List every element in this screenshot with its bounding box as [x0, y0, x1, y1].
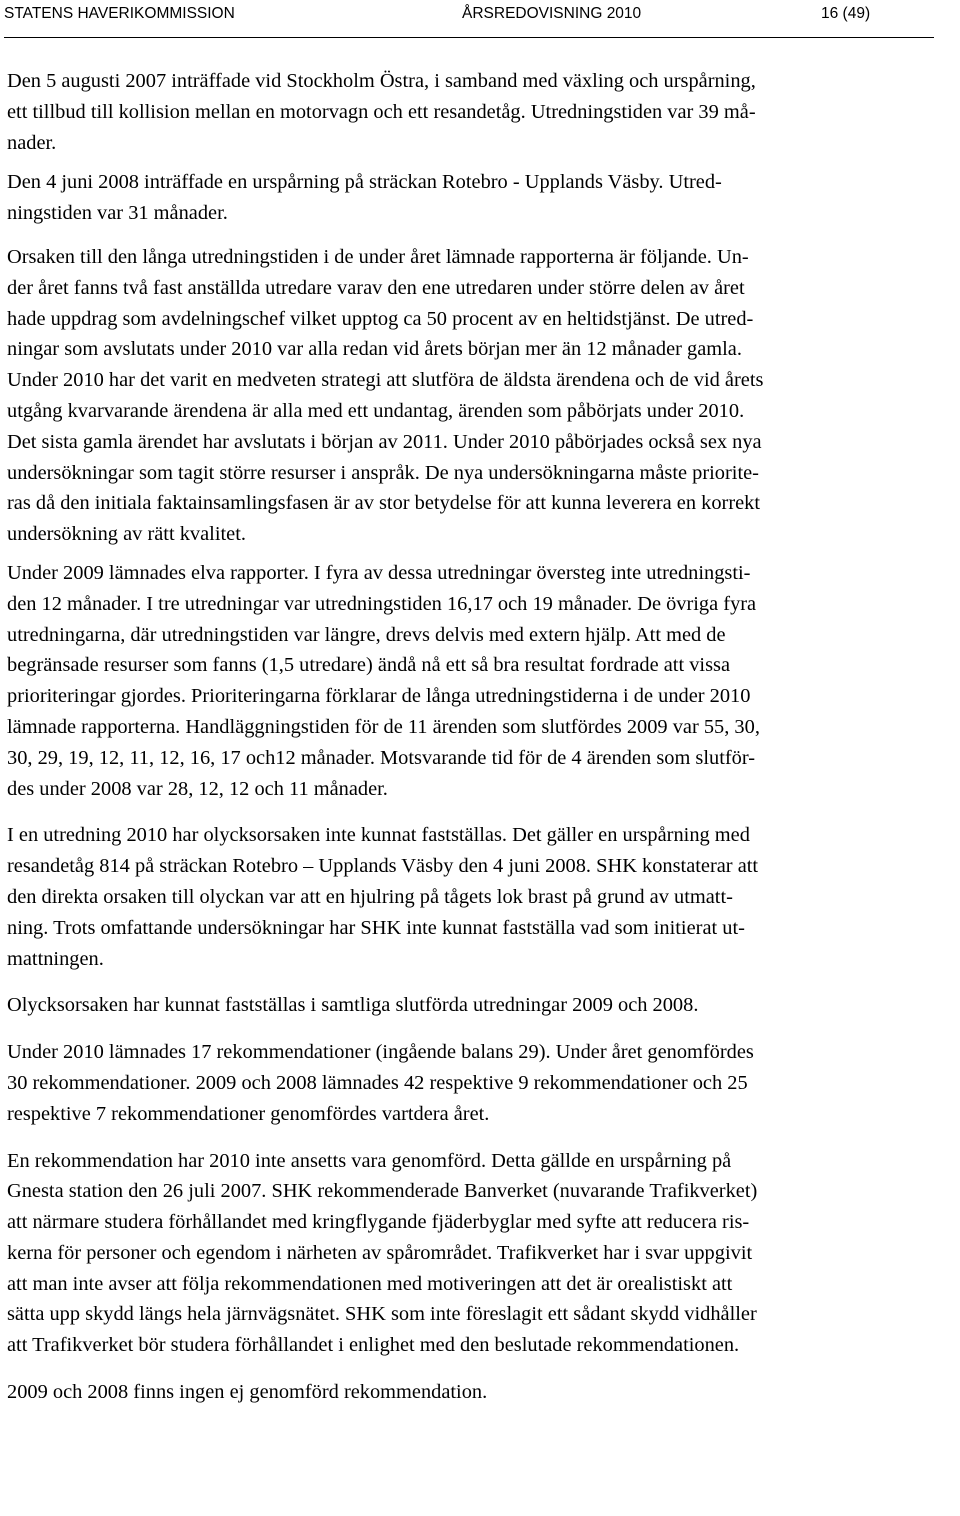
text-line: respektive 7 rekommendationer genomfördes vartdera året.: [7, 1102, 490, 1125]
text-line: Gnesta station den 26 juli 2007. SHK rekommenderade Banverket (nuvarande Trafikverket): [7, 1180, 758, 1203]
paragraph-unimplemented-recommendation: [7, 1146, 957, 1362]
text-line: resandetåg 814 på sträckan Rotebro – Upplands Väsby den 4 juni 2008. SHK konstaterar att: [7, 855, 759, 878]
text-line: 30, 29, 19, 12, 11, 12, 16, 17 och12 månader. Motsvarande tid för de 4 ärenden som slutför-: [7, 746, 756, 769]
text-line: begränsade resurser som fanns (1,5 utredare) ändå nå ett så bra resultat fordrade att vissa: [7, 654, 731, 677]
paragraph-recommendations: [7, 1037, 957, 1129]
paragraph-undetermined-cause: [7, 820, 957, 974]
text-line: undersökning av rätt kvalitet.: [7, 523, 246, 546]
text-line: der året fanns två fast anställda utredare varav den ene utredaren under större delen av året: [7, 276, 745, 299]
text-line: mattningen.: [7, 947, 104, 970]
text-line: prioriteringar gjordes. Prioriteringarna förklarar de långa utredningstiderna i de under 2010: [7, 685, 751, 708]
text-line: att man inte avser att följa rekommendationen med motiveringen att det är orealistiskt att: [7, 1272, 733, 1295]
text-line: I en utredning 2010 har olycksorsaken inte kunnat fastställas. Det gäller en urspårning med: [7, 824, 750, 847]
text-line: utredningarna, där utredningstiden var längre, drevs delvis med extern hjälp. Att med de: [7, 623, 726, 646]
paragraph-2009-reports: [7, 558, 957, 804]
header-document-title: ÅRSREDOVISNING 2010: [462, 5, 642, 22]
text-line: Under 2009 lämnades elva rapporter. I fyra av dessa utredningar översteg inte utredningsti-: [7, 561, 751, 584]
text-line: En rekommendation har 2010 inte ansetts vara genomförd. Detta gällde en urspårning på: [7, 1149, 732, 1172]
text-line: ras då den initiala faktainsamlingsfasen är av stor betydelse för att kunna leverera en korrekt: [7, 492, 761, 515]
text-line: ningar som avslutats under 2010 var alla redan vid årets början mer än 12 månader gamla.: [7, 338, 742, 361]
text-line: des under 2008 var 28, 12, 12 och 11 månader.: [7, 777, 388, 800]
header-organization: STATENS HAVERIKOMMISSION: [4, 5, 235, 22]
text-line: Under 2010 lämnades 17 rekommendationer (ingående balans 29). Under året genomfördes: [7, 1041, 754, 1064]
text-line: den 12 månader. I tre utredningar var utredningstiden 16,17 och 19 månader. De övriga fyra: [7, 592, 757, 615]
text-line: att Trafikverket bör studera förhållandet i enlighet med den beslutade rekommendationen.: [7, 1334, 740, 1357]
text-line: att närmare studera förhållandet med kringflygande fjäderbyglar med syfte att reducera ris-: [7, 1211, 750, 1234]
text-line: den direkta orsaken till olyckan var att en hjulring på tågets lok brast på grund av utmatt-: [7, 885, 733, 908]
text-line: nader.: [7, 131, 57, 154]
text-line: Orsaken till den långa utredningstiden i de under året lämnade rapporterna är följande. Un-: [7, 245, 749, 268]
text-line: Under 2010 har det varit en medveten strategi att slutföra de äldsta ärendena och de vid årets: [7, 369, 764, 392]
page-header: [4, 5, 934, 27]
text-line: Olycksorsaken har kunnat fastställas i samtliga slutförda utredningar 2009 och 2008.: [7, 994, 699, 1017]
header-rule: [4, 37, 934, 38]
text-line: lämnade rapporterna. Handläggningstiden för de 11 ärenden som slutfördes 2009 var 55, 30,: [7, 715, 760, 738]
header-page-number: 16 (49): [821, 5, 871, 22]
text-line: undersökningar som tagit större resurser i anspråk. De nya undersökningarna måste prioritе-: [7, 461, 759, 484]
paragraph-causes: [7, 242, 957, 550]
text-line: utgång kvarvarande ärendena är alla med ett undantag, ärenden som påbörjats under 2010.: [7, 399, 745, 422]
text-line: hade uppdrag som avdelningschef vilket upptog ca 50 procent av en heltidstjänst. De utred-: [7, 307, 754, 330]
text-line: 2009 och 2008 finns ingen ej genomförd rekommendation.: [7, 1381, 488, 1404]
text-line: Den 4 juni 2008 inträffade en urspårning på sträckan Rotebro - Upplands Väsby. Utred-: [7, 171, 722, 194]
text-line: Det sista gamla ärendet har avslutats i början av 2011. Under 2010 påbörjades också sex nya: [7, 430, 762, 453]
text-line: kerna för personer och egendom i närheten av spårområdet. Trafikverket har i svar uppgivit: [7, 1241, 753, 1264]
text-line: ningstiden var 31 månader.: [7, 202, 228, 225]
text-line: ett tillbud till kollision mellan en motorvagn och ett resandetåg. Utredningstiden var 39 må-: [7, 100, 756, 123]
text-line: Den 5 augusti 2007 inträffade vid Stockholm Östra, i samband med växling och urspårning,: [7, 70, 756, 92]
paragraph-causes-determined: [7, 990, 957, 1021]
paragraph-stockholm-ostra: [7, 66, 957, 158]
text-line: 30 rekommendationer. 2009 och 2008 lämnades 42 respektive 9 rekommendationer och 25: [7, 1071, 748, 1094]
text-line: ning. Trots omfattande undersökningar har SHK inte kunnat fastställa vad som initierat ut-: [7, 916, 745, 939]
text-line: sätta upp skydd längs hela järnvägsnätet. SHK som inte föreslagit ett sådant skydd vidhåller: [7, 1303, 757, 1326]
paragraph-rotebro: [7, 167, 957, 229]
body-text: [7, 66, 957, 1408]
paragraph-no-unimplemented: [7, 1377, 957, 1408]
